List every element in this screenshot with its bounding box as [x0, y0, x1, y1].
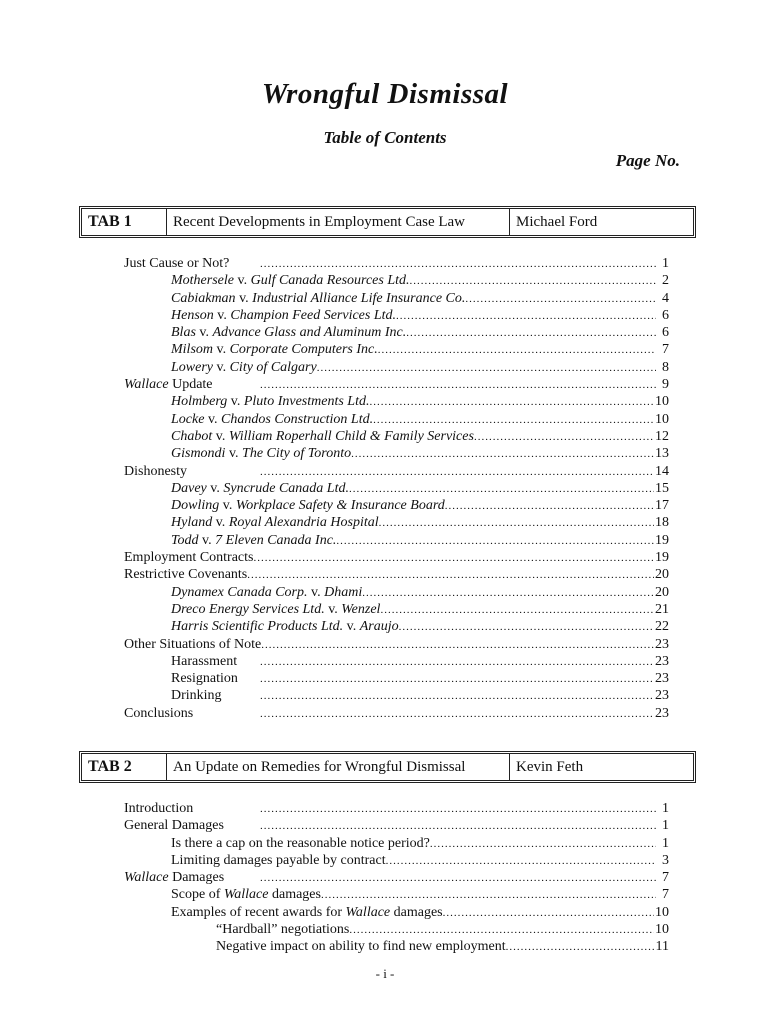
dot-leader: [260, 705, 654, 722]
dot-leader: [260, 869, 656, 886]
tab1-label: TAB 1: [82, 209, 167, 235]
toc-entry: [124, 341, 669, 358]
toc-entry-label: Just Cause or Not?: [124, 256, 230, 271]
toc-entry: [124, 463, 669, 480]
toc-entry-label: “Hardball” negotiations: [216, 922, 350, 938]
dot-leader: [260, 800, 656, 817]
dot-leader: [260, 255, 656, 272]
toc-entry-label: Davey v. Syncrude Canada Ltd.: [171, 480, 349, 496]
dot-leader: [445, 497, 654, 514]
dot-leader: [317, 359, 656, 376]
toc-entry-label: Is there a cap on the reasonable notice period?: [171, 835, 430, 851]
toc-entry-label: Milsom v. Corporate Computers Inc.: [171, 342, 378, 358]
toc-entry-label: Employment Contracts: [124, 550, 254, 566]
toc-entry-label: Harris Scientific Products Ltd. v. Araujo: [171, 619, 399, 635]
toc-entry-label: Hyland v. Royal Alexandria Hospital: [171, 515, 379, 531]
toc-entry-label: Dishonesty: [124, 463, 187, 479]
toc-entry-label: Drinking: [171, 688, 222, 704]
toc-entry: [124, 800, 669, 817]
toc-entry-page: 14: [655, 463, 669, 479]
toc-entry-label: Wallace Update: [124, 377, 213, 393]
toc-entry: [124, 376, 669, 393]
tab2-header: [79, 751, 696, 783]
toc-entry: [124, 445, 669, 462]
toc-entry-page: 3: [662, 852, 669, 868]
toc-entry-page: 8: [662, 359, 669, 375]
toc-entry-label: Examples of recent awards for Wallace damages: [171, 904, 443, 920]
toc-entry-page: 23: [655, 705, 669, 721]
toc-entry-label: Blas v. Advance Glass and Aluminum Inc.: [171, 325, 407, 341]
tab1-author: Michael Ford: [516, 213, 598, 230]
toc-entry-page: 17: [655, 498, 669, 514]
toc-entry: [124, 601, 669, 618]
toc-entry-page: 9: [662, 377, 669, 393]
toc-entry-label: Limiting damages payable by contract: [171, 852, 386, 868]
dot-leader: [253, 549, 654, 566]
toc-entry-page: 18: [655, 515, 669, 531]
toc-entry-page: 7: [662, 887, 669, 903]
dot-leader: [380, 601, 654, 618]
toc-entry-page: 20: [655, 584, 669, 600]
toc-entry-page: 1: [662, 835, 669, 851]
toc-entry: [124, 324, 669, 341]
toc-entry: [124, 393, 669, 410]
toc-entry: [124, 307, 669, 324]
toc-entry-page: 22: [655, 619, 669, 635]
dot-leader: [410, 272, 657, 289]
toc-entry: [124, 584, 669, 601]
tab2-author: Kevin Feth: [516, 758, 584, 775]
toc-entry-page: 1: [662, 801, 669, 816]
toc-entry-label: Other Situations of Note: [124, 636, 262, 652]
dot-leader: [379, 514, 654, 531]
tab2-toc-list: [124, 800, 669, 956]
toc-entry: [124, 687, 669, 704]
toc-entry-page: 4: [662, 290, 669, 306]
toc-entry-page: 23: [655, 636, 669, 652]
toc-entry: [124, 852, 669, 869]
toc-entry: [124, 428, 669, 445]
toc-entry-label: Conclusions: [124, 705, 194, 721]
toc-entry-page: 23: [655, 671, 669, 687]
toc-entry-page: 23: [655, 653, 669, 669]
dot-leader: [430, 835, 656, 852]
toc-entry-page: 6: [662, 325, 669, 341]
dot-leader: [260, 687, 654, 704]
dot-leader: [465, 290, 656, 307]
toc-entry-page: 2: [662, 273, 669, 289]
toc-entry-label: Dreco Energy Services Ltd. v. Wenzel: [171, 601, 381, 617]
toc-entry: [124, 411, 669, 428]
toc-entry: [124, 886, 669, 903]
dot-leader: [351, 445, 654, 462]
dot-leader: [443, 904, 654, 921]
toc-entry: [124, 670, 669, 687]
dot-leader: [362, 584, 654, 601]
toc-entry-page: 10: [655, 904, 669, 920]
toc-entry-label: Resignation: [171, 671, 238, 687]
toc-entry: [124, 532, 669, 549]
toc-entry: [124, 359, 669, 376]
toc-entry-page: 7: [662, 342, 669, 358]
toc-entry-label: Harassment: [171, 653, 238, 669]
dot-leader: [474, 428, 654, 445]
toc-entry: [124, 618, 669, 635]
toc-entry-label: General Damages: [124, 818, 224, 834]
toc-entry-label: Lowery v. City of Calgary: [171, 359, 317, 375]
toc-entry-page: 10: [655, 411, 669, 427]
toc-entry-page: 21: [655, 601, 669, 617]
toc-entry-label: Wallace Damages: [124, 870, 225, 886]
dot-leader: [406, 324, 656, 341]
toc-entry-label: Scope of Wallace damages: [171, 887, 321, 903]
toc-entry-page: 19: [655, 550, 669, 566]
toc-entry: [124, 480, 669, 497]
toc-entry: [124, 653, 669, 670]
toc-entry-page: 23: [655, 688, 669, 704]
toc-entry-label: Todd v. 7 Eleven Canada Inc.: [171, 532, 337, 548]
dot-leader: [369, 393, 654, 410]
dot-leader: [260, 376, 656, 393]
toc-entry-page: 11: [655, 939, 669, 955]
toc-entry-page: 10: [655, 922, 669, 938]
dot-leader: [396, 307, 656, 324]
toc-entry: [124, 938, 669, 955]
tab2-topic: An Update on Remedies for Wrongful Dismissal: [167, 754, 510, 780]
dot-leader: [260, 653, 654, 670]
toc-entry: [124, 290, 669, 307]
toc-entry-label: Gismondi v. The City of Toronto: [171, 446, 352, 462]
toc-entry: [124, 497, 669, 514]
toc-entry: [124, 705, 669, 722]
toc-entry-label: Henson v. Champion Feed Services Ltd.: [171, 307, 397, 323]
toc-entry-label: Dynamex Canada Corp. v. Dhami: [171, 584, 363, 600]
toc-entry-page: 6: [662, 307, 669, 323]
dot-leader: [321, 886, 656, 903]
dot-leader: [260, 670, 654, 687]
toc-entry: [124, 921, 669, 938]
toc-entry: [124, 566, 669, 583]
toc-entry: [124, 835, 669, 852]
page-footer: - i -: [375, 966, 395, 981]
toc-entry-label: Chabot v. William Roperhall Child & Family Services: [171, 428, 474, 444]
toc-entry: [124, 272, 669, 289]
toc-entry-page: 15: [655, 480, 669, 496]
toc-entry: [124, 636, 669, 653]
tab1-toc-list: [124, 255, 669, 722]
tab2-label: TAB 2: [82, 754, 167, 780]
page-number-heading: Page No.: [615, 151, 680, 170]
toc-entry: [124, 514, 669, 531]
dot-leader: [247, 566, 654, 583]
toc-entry-page: 19: [655, 532, 669, 548]
dot-leader: [349, 921, 654, 938]
toc-entry-label: Introduction: [124, 801, 194, 816]
toc-entry-label: Negative impact on ability to find new employment: [216, 939, 506, 955]
dot-leader: [260, 817, 656, 834]
toc-entry: [124, 817, 669, 834]
dot-leader: [506, 938, 655, 955]
dot-leader: [378, 341, 656, 358]
toc-entry: [124, 869, 669, 886]
dot-leader: [349, 480, 654, 497]
toc-entry: [124, 255, 669, 272]
toc-entry-page: 12: [655, 428, 669, 444]
toc-entry-label: Dowling v. Workplace Safety & Insurance Board: [171, 498, 445, 514]
toc-entry-page: 7: [662, 870, 669, 886]
dot-leader: [336, 532, 654, 549]
toc-entry-page: 1: [662, 256, 669, 271]
toc-entry-label: Restrictive Covenants: [124, 567, 248, 583]
tab1-topic: Recent Developments in Employment Case Law: [167, 209, 510, 235]
dot-leader: [260, 463, 654, 480]
dot-leader: [399, 618, 654, 635]
toc-entry-page: 10: [655, 394, 669, 410]
toc-entry-page: 20: [655, 567, 669, 583]
toc-entry: [124, 549, 669, 566]
toc-entry-label: Mothersele v. Gulf Canada Resources Ltd.: [171, 273, 410, 289]
toc-entry-label: Locke v. Chandos Construction Ltd.: [171, 411, 374, 427]
document-title: Wrongful Dismissal: [261, 78, 509, 110]
toc-entry-label: Holmberg v. Pluto Investments Ltd.: [171, 394, 370, 410]
toc-entry-label: Cabiakman v. Industrial Alliance Life Insurance Co.: [171, 290, 466, 306]
tab1-header: [79, 206, 696, 238]
toc-entry: [124, 904, 669, 921]
dot-leader: [386, 852, 656, 869]
toc-entry-page: 13: [655, 446, 669, 462]
toc-subtitle: Table of Contents: [323, 128, 447, 147]
dot-leader: [373, 411, 654, 428]
toc-entry-page: 1: [662, 818, 669, 834]
dot-leader: [261, 636, 654, 653]
